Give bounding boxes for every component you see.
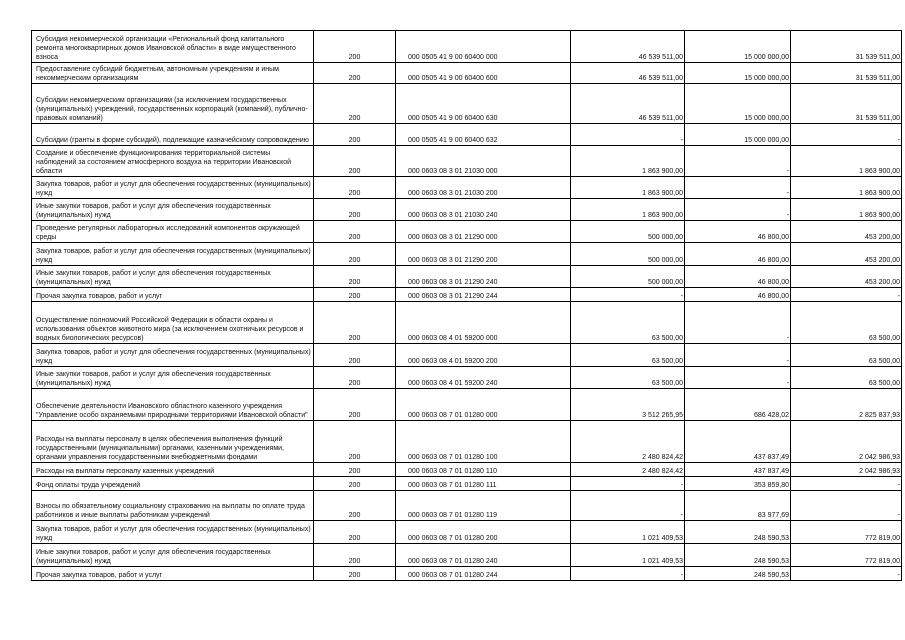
row-executed: 15 000 000,00 [685,84,791,124]
row-name: Иные закупки товаров, работ и услуг для обеспечения государственных (муниципальных) нужд [32,367,314,389]
row-kbk: 000 0603 08 3 01 21290 244 [396,288,571,302]
row-kbk: 000 0603 08 3 01 21290 240 [396,266,571,288]
row-kbk: 000 0603 08 7 01 01280 110 [396,463,571,477]
table-row [32,266,902,288]
row-code: 200 [314,266,396,288]
row-approved: - [571,567,685,581]
row-name: Субсидии некоммерческим организациям (за исключением государственных (муниципальных) учреждений, государственных корпораций (компаний), публично-правовых компаний) [32,84,314,124]
row-kbk: 000 0603 08 7 01 01280 244 [396,567,571,581]
table-row [32,521,902,544]
budget-table-sheet [31,30,900,581]
row-unexecuted: - [791,477,902,491]
table-row [32,463,902,477]
row-code: 200 [314,344,396,367]
row-unexecuted: 63 500,00 [791,367,902,389]
table-row [32,302,902,344]
row-code: 200 [314,544,396,567]
row-executed: 437 837,49 [685,421,791,463]
table-row [32,344,902,367]
table-row [32,243,902,266]
table-row [32,367,902,389]
row-executed: 248 590,53 [685,567,791,581]
row-kbk: 000 0505 41 9 00 60400 630 [396,84,571,124]
row-executed: 353 859,80 [685,477,791,491]
row-kbk: 000 0505 41 9 00 60400 600 [396,63,571,84]
row-kbk: 000 0603 08 7 01 01280 119 [396,491,571,521]
row-unexecuted: 31 539 511,00 [791,84,902,124]
table-row [32,146,902,177]
table-row [32,389,902,421]
row-approved: 2 480 824,42 [571,463,685,477]
row-code: 200 [314,477,396,491]
table-row [32,199,902,221]
row-unexecuted: 2 825 837,93 [791,389,902,421]
row-kbk: 000 0603 08 4 01 59200 200 [396,344,571,367]
table-row [32,544,902,567]
row-code: 200 [314,177,396,199]
row-code: 200 [314,288,396,302]
row-name: Создание и обеспечение функционирования территориальной системы наблюдений за состоянием атмосферного воздуха на территории Ивановской области [32,146,314,177]
table-row [32,63,902,84]
row-code: 200 [314,567,396,581]
row-code: 200 [314,146,396,177]
row-unexecuted: - [791,491,902,521]
row-unexecuted: 2 042 986,93 [791,421,902,463]
row-kbk: 000 0603 08 7 01 01280 100 [396,421,571,463]
budget-table [31,30,902,581]
row-name: Закупка товаров, работ и услуг для обеспечения государственных (муниципальных) нужд [32,521,314,544]
row-kbk: 000 0603 08 3 01 21290 200 [396,243,571,266]
row-kbk: 000 0603 08 4 01 59200 240 [396,367,571,389]
row-executed: - [685,177,791,199]
row-name: Субсидии (гранты в форме субсидий), подлежащие казначейскому сопровождению [32,124,314,146]
row-executed: 248 590,53 [685,521,791,544]
row-unexecuted: 31 539 511,00 [791,63,902,84]
row-name: Прочая закупка товаров, работ и услуг [32,288,314,302]
row-code: 200 [314,199,396,221]
table-row [32,221,902,243]
row-executed: 46 800,00 [685,221,791,243]
row-approved: 2 480 824,42 [571,421,685,463]
row-kbk: 000 0603 08 3 01 21030 200 [396,177,571,199]
row-approved: 63 500,00 [571,367,685,389]
row-approved: - [571,491,685,521]
table-row [32,124,902,146]
row-code: 200 [314,463,396,477]
row-unexecuted: 1 863 900,00 [791,177,902,199]
row-executed: 46 800,00 [685,266,791,288]
row-executed: 437 837,49 [685,463,791,477]
row-approved: 3 512 265,95 [571,389,685,421]
row-name: Иные закупки товаров, работ и услуг для обеспечения государственных (муниципальных) нужд [32,266,314,288]
row-name: Взносы по обязательному социальному страхованию на выплаты по оплате труда работников и иные выплаты работникам учреждений [32,491,314,521]
row-unexecuted: 453 200,00 [791,266,902,288]
row-unexecuted: - [791,288,902,302]
row-unexecuted: - [791,124,902,146]
row-kbk: 000 0603 08 7 01 01280 200 [396,521,571,544]
row-approved: 500 000,00 [571,221,685,243]
row-kbk: 000 0603 08 3 01 21290 000 [396,221,571,243]
row-kbk: 000 0603 08 7 01 01280 111 [396,477,571,491]
row-executed: 46 800,00 [685,243,791,266]
row-code: 200 [314,389,396,421]
row-approved: 1 863 900,00 [571,177,685,199]
row-name: Субсидия некоммерческой организации «Региональный фонд капитального ремонта многоквартирных домов Ивановской области» в виде имущественного взноса [32,31,314,63]
row-approved: 1 021 409,53 [571,521,685,544]
table-row [32,421,902,463]
row-unexecuted: 1 863 900,00 [791,199,902,221]
row-unexecuted: 63 500,00 [791,344,902,367]
row-executed: - [685,344,791,367]
row-kbk: 000 0505 41 9 00 60400 632 [396,124,571,146]
row-code: 200 [314,521,396,544]
row-name: Закупка товаров, работ и услуг для обеспечения государственных (муниципальных) нужд [32,243,314,266]
table-row [32,84,902,124]
row-approved: 63 500,00 [571,302,685,344]
row-code: 200 [314,367,396,389]
row-unexecuted: 63 500,00 [791,302,902,344]
row-approved: 46 539 511,00 [571,84,685,124]
row-name: Закупка товаров, работ и услуг для обеспечения государственных (муниципальных) нужд [32,177,314,199]
row-approved: - [571,124,685,146]
row-approved: 500 000,00 [571,266,685,288]
row-name: Расходы на выплаты персоналу казенных учреждений [32,463,314,477]
row-executed: 83 977,69 [685,491,791,521]
table-row [32,491,902,521]
row-unexecuted: 2 042 986,93 [791,463,902,477]
row-unexecuted: 772 819,00 [791,544,902,567]
row-name: Предоставление субсидий бюджетным, автономным учреждениям и иным некоммерческим организациям [32,63,314,84]
row-code: 200 [314,491,396,521]
row-executed: 46 800,00 [685,288,791,302]
row-code: 200 [314,124,396,146]
row-approved: 46 539 511,00 [571,63,685,84]
row-executed: - [685,199,791,221]
row-executed: 686 428,02 [685,389,791,421]
row-executed: 15 000 000,00 [685,63,791,84]
table-row [32,31,902,63]
row-unexecuted: 1 863 900,00 [791,146,902,177]
row-executed: 15 000 000,00 [685,124,791,146]
row-name: Прочая закупка товаров, работ и услуг [32,567,314,581]
row-name: Закупка товаров, работ и услуг для обеспечения государственных (муниципальных) нужд [32,344,314,367]
row-unexecuted: - [791,567,902,581]
row-approved: 500 000,00 [571,243,685,266]
row-kbk: 000 0603 08 4 01 59200 000 [396,302,571,344]
row-kbk: 000 0603 08 7 01 01280 240 [396,544,571,567]
row-name: Обеспечение деятельности Ивановского областного казенного учреждения "Управление особо охраняемыми природными территориями Ивановской области" [32,389,314,421]
row-executed: - [685,367,791,389]
table-row [32,567,902,581]
table-row [32,177,902,199]
row-code: 200 [314,421,396,463]
row-executed: 15 000 000,00 [685,31,791,63]
row-name: Проведение регулярных лабораторных исследований компонентов окружающей среды [32,221,314,243]
row-kbk: 000 0505 41 9 00 60400 000 [396,31,571,63]
row-code: 200 [314,302,396,344]
row-kbk: 000 0603 08 3 01 21030 000 [396,146,571,177]
row-code: 200 [314,31,396,63]
row-executed: - [685,302,791,344]
row-name: Осуществление полномочий Российской Федерации в области охраны и использования объектов животного мира (за исключением охотничьих ресурсов и водных биологических ресурсов) [32,302,314,344]
row-name: Иные закупки товаров, работ и услуг для обеспечения государственных (муниципальных) нужд [32,544,314,567]
row-approved: 1 021 409,53 [571,544,685,567]
row-code: 200 [314,221,396,243]
row-unexecuted: 453 200,00 [791,221,902,243]
row-unexecuted: 31 539 511,00 [791,31,902,63]
row-approved: 46 539 511,00 [571,31,685,63]
row-approved: 63 500,00 [571,344,685,367]
table-row [32,477,902,491]
row-name: Фонд оплаты труда учреждений [32,477,314,491]
row-unexecuted: 772 819,00 [791,521,902,544]
row-kbk: 000 0603 08 7 01 01280 000 [396,389,571,421]
row-kbk: 000 0603 08 3 01 21030 240 [396,199,571,221]
row-approved: - [571,288,685,302]
row-code: 200 [314,243,396,266]
table-row [32,288,902,302]
row-executed: - [685,146,791,177]
row-approved: - [571,477,685,491]
row-name: Иные закупки товаров, работ и услуг для обеспечения государственных (муниципальных) нужд [32,199,314,221]
row-code: 200 [314,84,396,124]
row-code: 200 [314,63,396,84]
row-approved: 1 863 900,00 [571,199,685,221]
row-name: Расходы на выплаты персоналу в целях обеспечения выполнения функций государственными (муниципальными) органами, казенными учреждениями, органами управления государственными внебюджетными фондами [32,421,314,463]
row-executed: 248 590,53 [685,544,791,567]
row-unexecuted: 453 200,00 [791,243,902,266]
row-approved: 1 863 900,00 [571,146,685,177]
